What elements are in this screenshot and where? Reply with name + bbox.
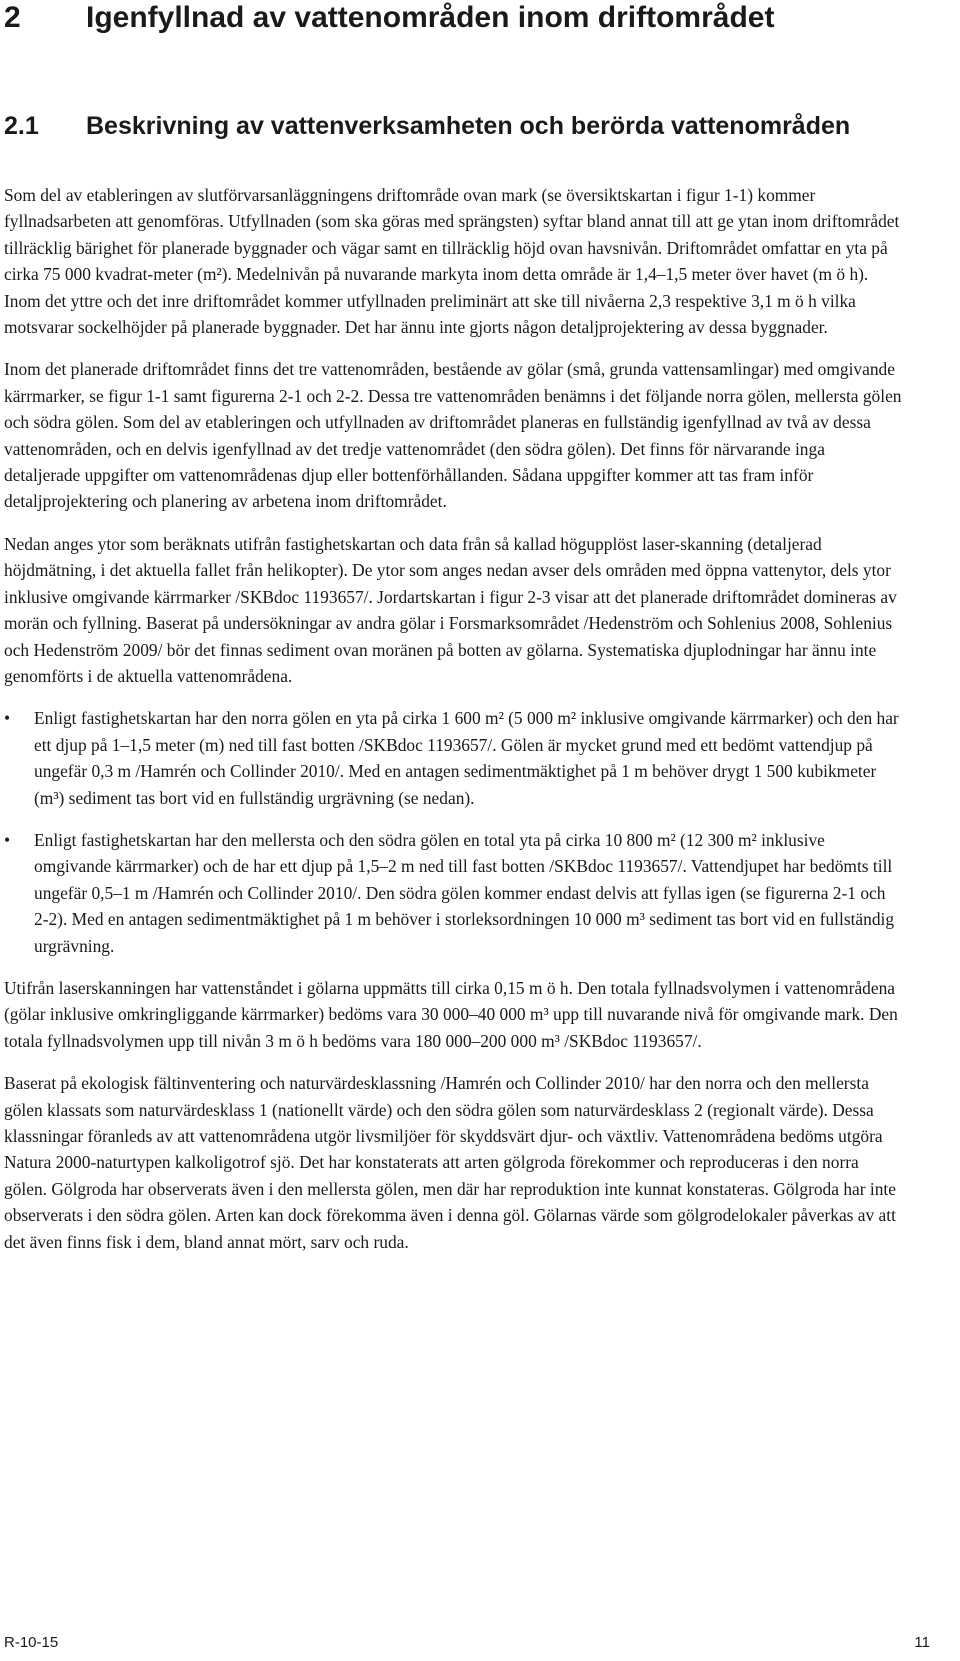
list-item-text: Enligt fastighetskartan har den mellersta och den södra gölen en total yta på cirka 10 800 m² (12 300 m² inklusive omgivande kärrmarker) och de har ett djup på 1,5–2 m ned till fast botten /SKBdoc 1193657/. Vattendjupet har bedömts till ungefär 0,5–1 m /Hamrén och Collinder 2010/. Den södra gölen kommer endast delvis att fyllas igen (se figurerna 2-1 och 2-2). Med en antagen sedimentmäktighet på 1 m behöver i storleksordningen 10 000 m³ sediment tas bort vid en fullständig urgrävning. (34, 829, 895, 956)
body-text (4, 182, 904, 1271)
bullet-icon: • (4, 829, 11, 850)
section-heading (4, 111, 904, 142)
paragraph: Som del av etableringen av slutförvarsanläggningens driftområde ovan mark (se översiktskartan i figur 1-1) kommer fyllnadsarbeten att genomföras. Utfyllnaden (som ska göras med sprängsten) syftar bland annat till att ge ytan inom driftområdet tillräcklig bärighet för planerade byggnader och vägar samt en tillräcklig höjd ovan havsnivån. Driftområdet omfattar en yta på cirka 75 000 kvadrat-meter (m²). Medelnivån på nuvarande markyta inom detta område är 1,4–1,5 meter över havet (m ö h). Inom det yttre och det inre driftområdet kommer utfyllnaden preliminärt att ske till nivåerna 2,3 respektive 3,1 m ö h vilka motsvarar sockelhöjder på planerade byggnader. Det har ännu inte gjorts någon detaljprojektering av dessa byggnader. (4, 185, 900, 338)
page-number: 11 (914, 1634, 930, 1651)
report-id: R-10-15 (4, 1634, 59, 1651)
chapter-heading (4, 0, 774, 36)
list-item-text: Enligt fastighetskartan har den norra gölen en yta på cirka 1 600 m² (5 000 m² inklusive omgivande kärrmarker) och den har ett djup på 1–1,5 meter (m) ned till fast botten /SKBdoc 1193657/. Gölen är mycket grund med ett bedömt vattendjup på ungefär 0,3 m /Hamrén och Collinder 2010/. Med en antagen sedimentmäktighet på 1 m behöver drygt 1 500 kubikmeter (m³) sediment tas bort vid en fullständig urgrävning (se nedan). (34, 708, 899, 808)
list-item (4, 827, 904, 959)
list-item (4, 705, 904, 811)
paragraph: Utifrån laserskanningen har vattenståndet i gölarna uppmätts till cirka 0,15 m ö h. Den totala fyllnadsvolymen i vattenområdena (gölar inklusive omkringliggande kärrmarker) bedöms vara 30 000–40 000 m³ upp till nuvarande nivå för omgivande mark. Den totala fyllnadsvolymen upp till nivån 3 m ö h bedöms vara 180 000–200 000 m³ /SKBdoc 1193657/. (4, 977, 898, 1051)
paragraph: Nedan anges ytor som beräknats utifrån fastighetskartan och data från så kallad högupplöst laser-skanning (detaljerad höjdmätning, i det aktuella fallet från helikopter). De ytor som anges nedan avser dels områden med öppna vattenytor, dels ytor inklusive omgivande kärrmarker /SKBdoc 1193657/. Jordartskartan i figur 2-3 visar att det planerade driftområdet domineras av morän och fyllning. Baserat på undersökningar av andra gölar i Forsmarksområdet /Hedenström och Sohlenius 2008, Sohlenius och Hedenström 2009/ bör det finnas sediment ovan moränen på botten av gölarna. Systematiska djuplodningar har ännu inte genomförts i de aktuella vattenområdena. (4, 533, 897, 686)
bullet-icon: • (4, 708, 11, 729)
chapter-number: 2 (4, 1, 21, 34)
paragraph: Baserat på ekologisk fältinventering och naturvärdesklassning /Hamrén och Collinder 2010/ har den norra och den mellersta gölen klassats som naturvärdesklass 1 (nationellt värde) och den södra gölen som naturvärdesklass 2 (regionalt värde). Dessa klassningar föranleds av att vattenområdena utgör livsmiljöer för skyddsvärt djur- och växtliv. Vattenområdena bedöms utgöra Natura 2000-naturtypen kalkoligotrof sjö. Det har konstaterats att arten gölgroda förekommer och reproduceras i den norra gölen. Gölgroda har observerats även i den mellersta gölen, men där har reproduktion inte kunnat konstateras. Gölgroda har inte observerats i den södra gölen. Arten kan dock förekomma även i denna göl. Gölarnas värde som gölgrodelokaler påverkas av att det även finns fisk i dem, bland annat mört, sarv och ruda. (4, 1073, 896, 1252)
section-title: Beskrivning av vattenverksamheten och berörda vattenområden (86, 112, 851, 140)
bullet-list (4, 705, 904, 959)
paragraph: Inom det planerade driftområdet finns det tre vattenområden, bestående av gölar (små, grunda vattensamlingar) med omgivande kärrmarker, se figur 1-1 samt figurerna 2-1 och 2-2. Dessa tre vattenområden benämns i det följande norra gölen, mellersta gölen och södra gölen. Som del av etableringen och utfyllnaden av driftområdet planeras en fullständig igenfyllnad av två av dessa vattenområden, och en delvis igenfyllnad av det tredje vattenområdet (den södra gölen). Det finns för närvarande inga detaljerade uppgifter om vattenområdenas djup eller bottenförhållanden. Sådana uppgifter kommer att tas fram inför detaljprojektering och planering av arbetena inom driftområdet. (4, 359, 902, 512)
chapter-title: Igenfyllnad av vattenområden inom driftområdet (86, 1, 775, 34)
section-number: 2.1 (4, 112, 39, 140)
